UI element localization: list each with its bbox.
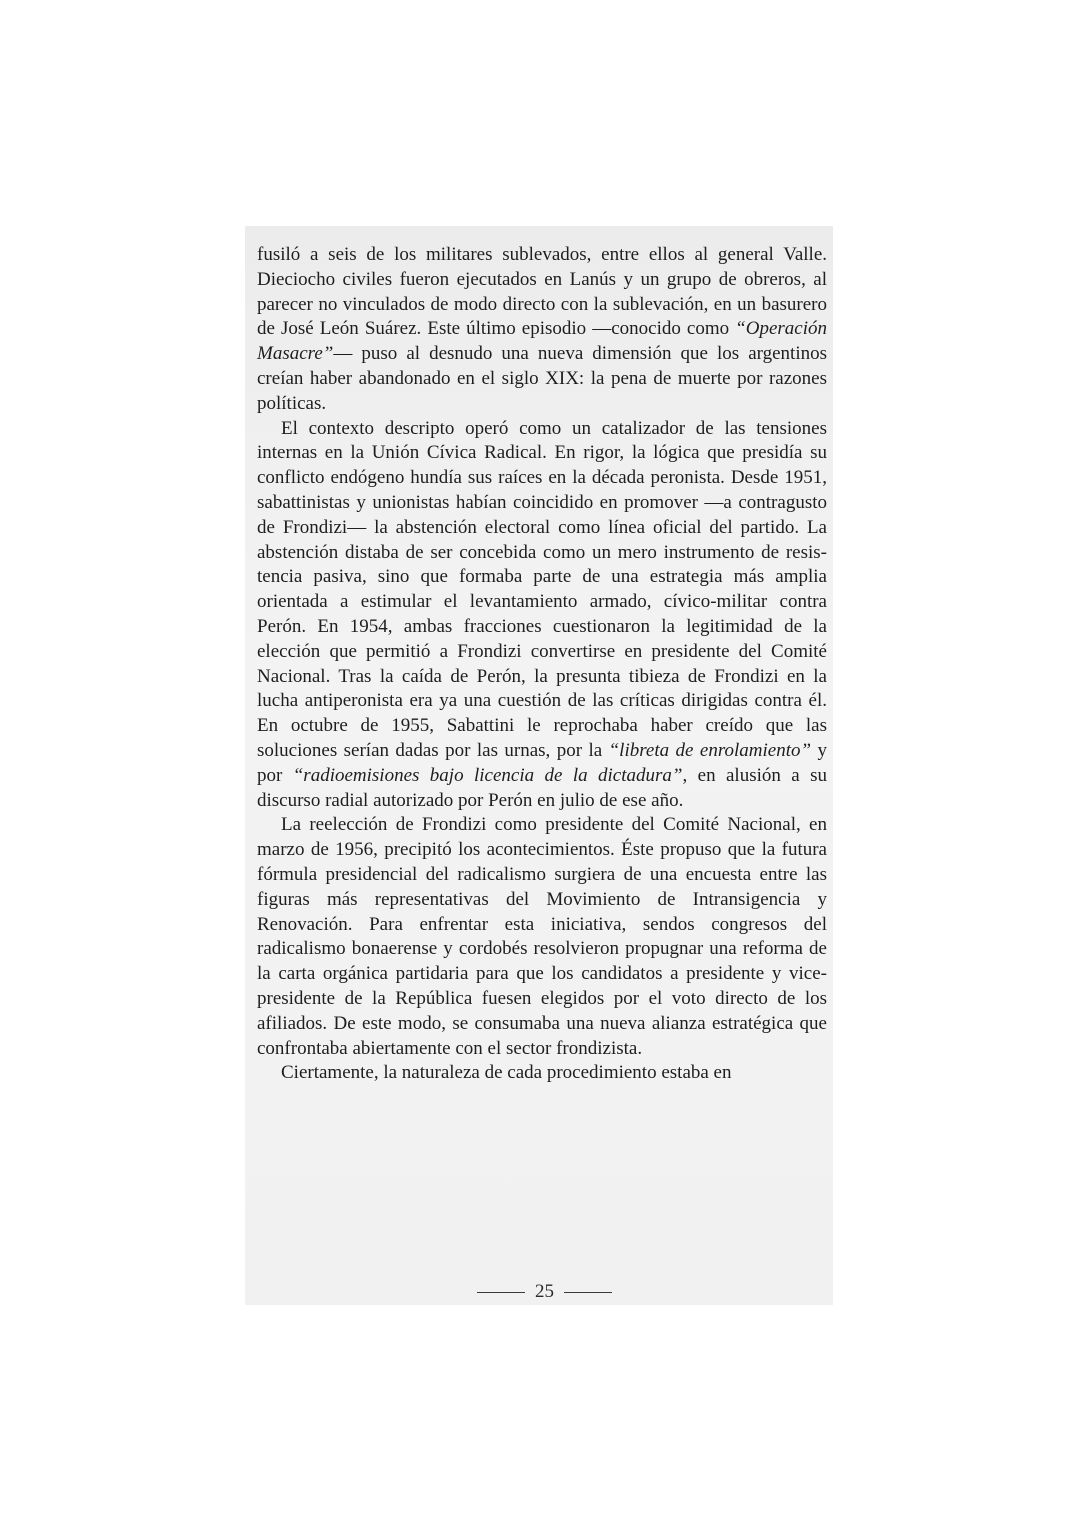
text-run: , en alusión a su discurso radial autorizado por Perón en julio de ese año.: [257, 764, 827, 811]
paragraph-4: [257, 1061, 827, 1086]
paragraph-2: [257, 417, 827, 814]
italic-run: “Operación Masacre”: [257, 318, 827, 365]
italic-run: “radioemisiones bajo licencia de la dictadura”: [292, 764, 683, 786]
text-run: Ciertamente, la naturaleza de cada procedimiento estaba en: [281, 1062, 732, 1084]
footer-rule-right: [564, 1292, 612, 1293]
paragraph-1: [257, 243, 827, 417]
page-footer: [467, 1280, 622, 1304]
text-run: El contexto descripto operó como un catalizador de las tensiones internas en la Unión Cívica Radical. En rigor, la lógica que presidía su conflicto endógeno hundía sus raíces en la década peronista. Desde 1951, sabattinistas y unionistas habían coincidido en promover —a contragusto de Frondizi— la abstención electoral como línea oficial del partido. La abstención distaba de ser concebida como un mero instrumento de resistencia pasiva, sino que formaba parte de una estrategia más amplia orientada a estimular el levantamiento armado, cívico-militar contra Perón. En 1954, ambas fracciones cuestionaron la legitimidad de la elección que permitió a Frondizi convertirse en presidente del Comité Nacional. Tras la caída de Perón, la presunta tibieza de Frondizi en la lucha antiperonista era ya una cuestión de las críticas dirigidas contra él. En octubre de 1955, Sabattini le reprochaba haber creído que las soluciones serían dadas por las urnas, por la: [257, 417, 827, 761]
text-run: fusiló a seis de los militares sublevados, entre ellos al general Valle. Dieciocho civiles fueron ejecutados en Lanús y un grupo de obreros, al parecer no vinculados de modo directo con la sublevación, en un basurero de José León Suárez. Este último episodio —conocido como: [257, 244, 827, 340]
text-run: y por: [257, 739, 827, 786]
text-run: La reelección de Frondizi como presidente del Comité Nacional, en marzo de 1956, precipitó los acontecimientos. Éste propuso que la futura fórmula presidencial del radicalismo surgiera de una encuesta entre las figuras más representativas del Movimiento de Intransigencia y Renovación. Para enfrentar esta iniciativa, sendos congresos del radicalismo bonaerense y cordobés resolvieron propugnar una reforma de la carta orgánica partidaria para que los candidatos a presidente y vicepresidente de la República fuesen elegidos por el voto directo de los afiliados. De este modo, se consumaba una nueva alianza estratégica que confrontaba abiertamente con el sector frondizista.: [257, 814, 827, 1059]
italic-run: “libreta de enrolamiento”: [608, 739, 812, 761]
page-number: 25: [535, 1281, 554, 1302]
text-run: — puso al desnudo una nueva dimensión que los argentinos creían haber abandonado en el siglo XIX: la pena de muerte por razones políticas.: [257, 343, 827, 414]
footer-rule-left: [477, 1292, 525, 1293]
paragraph-3: [257, 813, 827, 1061]
body-text: [257, 243, 827, 1086]
